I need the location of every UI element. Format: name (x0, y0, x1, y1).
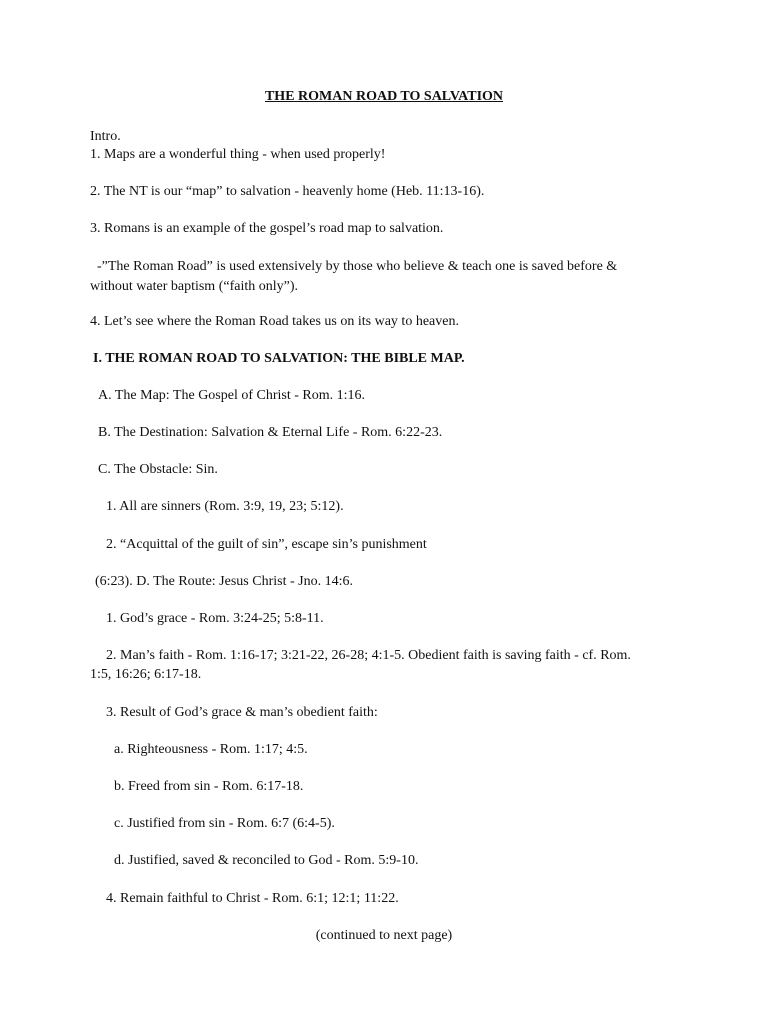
point-d-3-c: c. Justified from sin - Rom. 6:7 (6:4-5). (114, 816, 335, 831)
intro-label: Intro. (90, 129, 121, 144)
point-c: C. The Obstacle: Sin. (98, 462, 218, 477)
point-d-2-line-1: 2. Man’s faith - Rom. 1:16-17; 3:21-22, 26-28; 4:1-5. Obedient faith is saving faith - cf. Rom. (106, 648, 631, 663)
point-d-3-a: a. Righteousness - Rom. 1:17; 4:5. (114, 742, 308, 757)
intro-point-3: 3. Romans is an example of the gospel’s road map to salvation. (90, 221, 444, 236)
point-d-3: 3. Result of God’s grace & man’s obedient faith: (106, 705, 378, 720)
point-c-1: 1. All are sinners (Rom. 3:9, 19, 23; 5:12). (106, 499, 344, 514)
point-c-2: 2. “Acquittal of the guilt of sin”, escape sin’s punishment (106, 537, 427, 552)
point-b: B. The Destination: Salvation & Eternal Life - Rom. 6:22-23. (98, 425, 443, 440)
point-d-2-line-2: 1:5, 16:26; 6:17-18. (90, 667, 202, 682)
intro-point-4: 4. Let’s see where the Roman Road takes us on its way to heaven. (90, 314, 459, 329)
point-d-3-b: b. Freed from sin - Rom. 6:17-18. (114, 779, 304, 794)
point-c-2-continued: (6:23). D. The Route: Jesus Christ - Jno. 14:6. (95, 574, 353, 589)
point-d-3-d: d. Justified, saved & reconciled to God - Rom. 5:9-10. (114, 853, 419, 868)
continued-note: (continued to next page) (315, 928, 453, 943)
point-a: A. The Map: The Gospel of Christ - Rom. 1:16. (98, 388, 366, 403)
point-d-1: 1. God’s grace - Rom. 3:24-25; 5:8-11. (106, 611, 324, 626)
intro-note-line-1: -”The Roman Road” is used extensively by those who believe & teach one is saved before & (97, 259, 618, 274)
point-d-4: 4. Remain faithful to Christ - Rom. 6:1; 12:1; 11:22. (106, 891, 399, 906)
document-title: THE ROMAN ROAD TO SALVATION (264, 89, 504, 104)
intro-note-line-2: without water baptism (“faith only”). (90, 279, 298, 294)
intro-point-1: 1. Maps are a wonderful thing - when used properly! (90, 147, 386, 162)
intro-point-2: 2. The NT is our “map” to salvation - heavenly home (Heb. 11:13-16). (90, 184, 485, 199)
section-1-heading: I. THE ROMAN ROAD TO SALVATION: THE BIBLE MAP. (93, 351, 465, 366)
